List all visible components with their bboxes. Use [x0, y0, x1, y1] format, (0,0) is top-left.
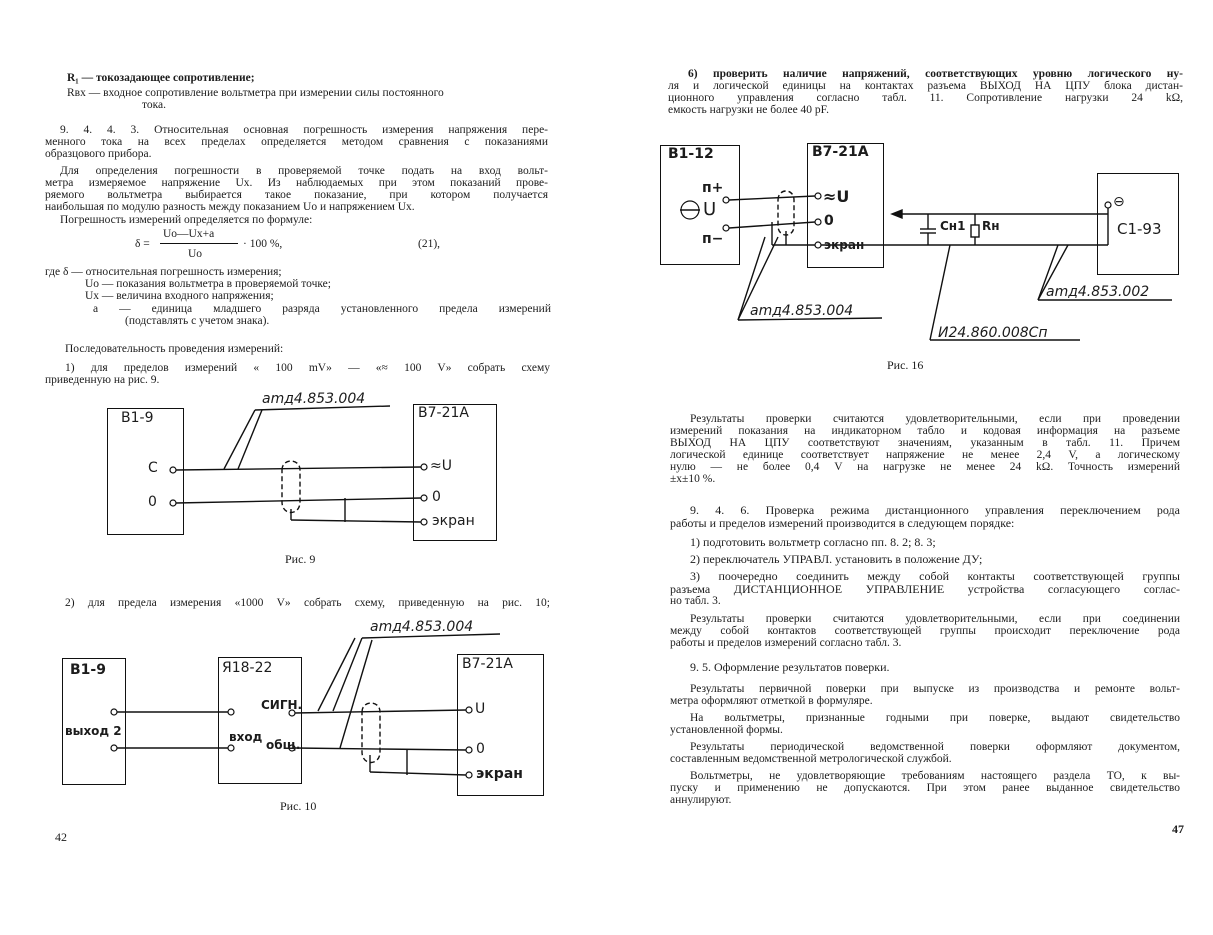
- para-periodic-line2: составленным ведомственной метрологической службой.: [670, 753, 952, 765]
- result2-line1: Результаты проверки считаются удовлетворительными, если при соединении: [690, 613, 1180, 625]
- para-6-line2: ля и логической единицы на контактах разъема ВЫХОД НА ЦПУ блока дистан-: [668, 80, 1183, 92]
- where-uo: Uo — показания вольтметра в проверяемой точке;: [85, 278, 331, 290]
- where-delta: где δ — относительная погрешность измерения;: [45, 266, 282, 278]
- fig16-cable2-label: amд4.853.002: [1046, 284, 1150, 300]
- fig9-screen-label: экран: [432, 513, 475, 529]
- result-line2: измерений показания на индикаторном табло и кодовая информация на разъеме: [670, 425, 1180, 437]
- figure-16: [610, 0, 1213, 380]
- formula-intro: Погрешность измерений определяется по формуле:: [60, 214, 313, 226]
- rvx-definition-line1: Rвх — входное сопротивление вольтметра при измерении силы постоянного: [67, 87, 444, 99]
- fig9-c-label: C: [148, 460, 158, 476]
- fig10-screen-label: экран: [476, 766, 523, 782]
- result-line1: Результаты проверки считаются удовлетворительными, если при проведении: [690, 413, 1180, 425]
- para-95-line2: метра оформляют отметкой в формуляре.: [670, 695, 873, 707]
- page-number-right: 47: [1172, 822, 1184, 836]
- fig10-ya1822-label: Я18-22: [222, 660, 273, 676]
- para-cert-line1: На вольтметры, признанные годными при поверке, выдают свидетельство: [690, 712, 1180, 724]
- para-error-line3: ряемого вольтметра выбирается такое показание, при котором получается: [45, 189, 548, 201]
- page-number-left: 42: [55, 830, 67, 844]
- para-9443-line2: менного тока на всех пределах определяется методом сравнения с показаниями: [45, 136, 548, 148]
- fig9-cable-label: amд4.853.004: [262, 391, 366, 407]
- fig10-r0-label: 0: [476, 741, 485, 757]
- result-line3: ВЫХОД НА ЦПУ соответствуют значениям, указанным в табл. 11. Причем: [670, 437, 1180, 449]
- fig9-b721a-label: B7-21A: [418, 405, 469, 421]
- step1-line1: 1) для пределов измерений « 100 mV» — «≈ 100 V» собрать схему: [65, 362, 550, 374]
- para-cert-line2: установленной формы.: [670, 724, 783, 736]
- result-line4: логической единице соответствует напряжение не менее 2,4 V, а логическому: [670, 449, 1180, 461]
- sequence-heading: Последовательность проведения измерений:: [65, 343, 284, 355]
- para-95-line1: Результаты первичной поверки при выпуске из производства и ремонте вольт-: [690, 683, 1180, 695]
- fig16-b721a-label: B7-21A: [812, 144, 869, 160]
- formula-numerator: Uo—Ux+a: [163, 228, 215, 240]
- fig16-u-label: U: [703, 199, 717, 220]
- fig16-r0-label: 0: [824, 213, 834, 229]
- para-reject-line2: пуску и применению не допускаются. При этом ранее выданное свидетельство: [670, 782, 1180, 794]
- para-6-line3: ционного управления согласно табл. 11. Сопротивление нагрузки 24 kΩ,: [668, 92, 1183, 104]
- para-9443-line1: 9. 4. 4. 3. Относительная основная погрешность измерения напряжения пере-: [60, 124, 548, 136]
- fig16-c193-label: С1-93: [1117, 220, 1162, 238]
- fig10-b19-label: B1-9: [70, 662, 106, 678]
- fig9-u-label: ≈U: [430, 458, 452, 474]
- fig16-pminus-label: п−: [702, 231, 724, 247]
- formula-denominator: Uo: [188, 248, 203, 260]
- fig10-b721a-label: B7-21A: [462, 656, 513, 672]
- para-946-line1: 9. 4. 6. Проверка режима дистанционного управления переключением рода: [690, 503, 1180, 517]
- result-line5: нулю — не более 0,4 V на нагрузке не менее 24 kΩ. Точность измерений: [670, 461, 1180, 473]
- result2-line3: работы и пределов измерений согласно табл. 3.: [670, 637, 902, 649]
- fig10-caption: Рис. 10: [280, 799, 317, 813]
- para-946-line2: работы и пределов измерений производится в следующем порядке:: [670, 516, 1015, 530]
- left-page: [0, 0, 600, 935]
- fig16-cable1-label: amд4.853.004: [750, 303, 854, 319]
- fig10-signal-label: СИГН.: [261, 698, 303, 712]
- fig9-zero-label: 0: [148, 494, 157, 510]
- list-item-3-line2: разъема ДИСТАНЦИОННОЕ УПРАВЛЕНИЕ устройства согласующего соглас-: [670, 582, 1180, 596]
- fig16-rn-label: Rн: [982, 219, 1000, 233]
- fig10-wiring: [0, 0, 600, 820]
- result-line6: ±x±10 %.: [670, 473, 716, 485]
- formula-tail: · 100 %,: [243, 238, 283, 250]
- para-reject-line1: Вольтметры, не удовлетворяющие требованиям настоящего раздела ТО, к вы-: [690, 770, 1180, 782]
- list-item-1: 1) подготовить вольтметр согласно пп. 8. 2; 8. 3;: [690, 535, 936, 549]
- formula-lhs: δ =: [135, 238, 150, 250]
- formula-number: (21),: [418, 238, 441, 250]
- list-item-3-line3: но табл. 3.: [670, 595, 721, 607]
- fig9-b19-label: B1-9: [121, 410, 154, 426]
- fig9-caption: Рис. 9: [285, 552, 316, 566]
- fig16-ground-icon: ⊖: [1113, 194, 1125, 210]
- fig10-u-label: U: [475, 701, 486, 717]
- para-error-line2: метра измеряемое напряжение Ux. Из наблюдаемых при этом показаний прове-: [45, 177, 548, 189]
- fig16-caption: Рис. 16: [887, 358, 924, 372]
- para-reject-line3: аннулируют.: [670, 794, 732, 806]
- fig10-common-label: общ.: [266, 738, 301, 752]
- para-error-line4: наибольшая по модулю разность между показанием Uo и напряжением Ux.: [45, 201, 415, 213]
- fig16-cable3-label: И24.860.008Сп: [938, 325, 1048, 341]
- fig10-cable-label: amд4.853.004: [370, 619, 474, 635]
- fig16-wiring: [610, 0, 1213, 380]
- fig16-pplus-label: п+: [702, 180, 724, 196]
- fig9-r0-label: 0: [432, 489, 441, 505]
- r1-definition: R₁ — токозадающее сопротивление;: [67, 72, 255, 84]
- section-95-heading: 9. 5. Оформление результатов поверки.: [690, 660, 890, 674]
- step1-line2: приведенную на рис. 9.: [45, 374, 160, 386]
- fig16-screen-label: экран: [824, 238, 865, 252]
- list-item-3-line1: 3) поочередно соединить между собой контакты соответствующей группы: [690, 569, 1180, 583]
- where-ux: Ux — величина входного напряжения;: [85, 290, 274, 302]
- right-page: [610, 0, 1213, 935]
- fig10-output-label: выход 2: [65, 724, 122, 738]
- list-item-2: 2) переключатель УПРАВЛ. установить в положение ДУ;: [690, 552, 983, 566]
- where-a-line1: a — единица младшего разряда установленного предела измерений: [93, 303, 551, 315]
- para-9443-line3: образцового прибора.: [45, 148, 152, 160]
- step2: 2) для предела измерения «1000 V» собрать схему, приведенную на рис. 10;: [65, 597, 550, 609]
- para-periodic-line1: Результаты периодической ведомственной поверки оформляют документом,: [690, 741, 1180, 753]
- para-error-line1: Для определения погрешности в проверяемой точке подать на вход вольт-: [60, 165, 548, 177]
- figure-10: [0, 0, 600, 820]
- fig16-b112-label: B1-12: [668, 146, 714, 162]
- result2-line2: между собой контактов соответствующей группы происходит переключение рода: [670, 625, 1180, 637]
- para-6-line1: 6) проверить наличие напряжений, соответствующих уровню логического ну-: [688, 68, 1183, 80]
- para-6-line4: емкость нагрузки не более 40 pF.: [668, 104, 830, 116]
- fig10-input-label: вход: [229, 730, 263, 744]
- where-a-line2: (подставлять с учетом знака).: [125, 315, 270, 327]
- rvx-definition-line2: тока.: [142, 99, 167, 111]
- fig16-cn-label: Сн1: [940, 219, 966, 233]
- fig16-u2-label: ≈U: [823, 187, 850, 206]
